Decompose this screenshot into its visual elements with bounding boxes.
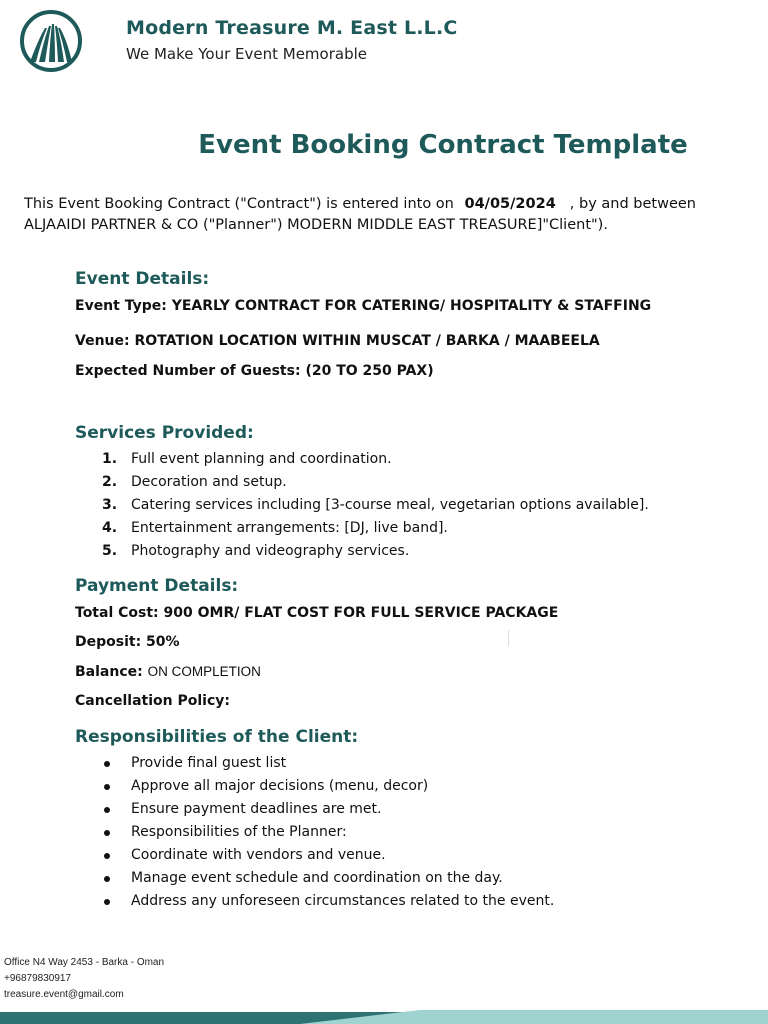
list-item bbox=[96, 752, 554, 775]
intro-line-1 bbox=[24, 194, 754, 215]
list-item-text: Approve all major decisions (menu, decor) bbox=[131, 778, 429, 794]
list-item-text: Responsibilities of the Planner: bbox=[131, 824, 347, 840]
list-item-text: Full event planning and coordination. bbox=[131, 451, 392, 467]
contract-date: 04/05/2024 bbox=[464, 196, 556, 212]
balance-label: Balance: bbox=[75, 664, 143, 680]
list-item-text: Address any unforeseen circumstances related to the event. bbox=[131, 893, 555, 909]
list-item bbox=[96, 448, 649, 471]
list-item-text: Entertainment arrangements: [DJ, live band]. bbox=[131, 520, 448, 536]
services-heading: Services Provided: bbox=[75, 423, 254, 443]
list-item bbox=[96, 540, 649, 563]
list-item bbox=[96, 867, 554, 890]
footer-address: Office N4 Way 2453 - Barka - Oman bbox=[4, 957, 165, 968]
balance-row bbox=[75, 664, 261, 680]
bullet-icon bbox=[104, 830, 110, 836]
list-item-text: Decoration and setup. bbox=[131, 474, 287, 490]
list-number: 1. bbox=[102, 451, 118, 467]
company-tagline: We Make Your Event Memorable bbox=[126, 45, 367, 63]
payment-heading: Payment Details: bbox=[75, 576, 239, 596]
list-item-text: Manage event schedule and coordination on the day. bbox=[131, 870, 503, 886]
total-cost: Total Cost: 900 OMR/ FLAT COST FOR FULL SERVICE PACKAGE bbox=[75, 605, 559, 621]
footer-email: treasure.event@gmail.com bbox=[4, 989, 124, 1000]
list-item-text: Ensure payment deadlines are met. bbox=[131, 801, 382, 817]
list-item bbox=[96, 494, 649, 517]
list-item-text: Provide final guest list bbox=[131, 755, 287, 771]
list-number: 5. bbox=[102, 543, 118, 559]
list-item-text: Catering services including [3-course meal, vegetarian options available]. bbox=[131, 497, 649, 513]
contract-intro bbox=[24, 194, 754, 236]
services-list bbox=[96, 448, 649, 563]
document-title: Event Booking Contract Template bbox=[198, 130, 688, 160]
intro-text-1: This Event Booking Contract ("Contract") is entered into on bbox=[24, 196, 454, 212]
bullet-icon bbox=[104, 784, 110, 790]
deposit: Deposit: 50% bbox=[75, 634, 180, 650]
divider bbox=[508, 630, 509, 646]
list-number: 3. bbox=[102, 497, 118, 513]
list-item bbox=[96, 775, 554, 798]
list-item-text: Coordinate with vendors and venue. bbox=[131, 847, 386, 863]
list-number: 4. bbox=[102, 520, 118, 536]
event-type-row bbox=[75, 298, 651, 314]
responsibilities-list bbox=[96, 752, 554, 913]
list-item bbox=[96, 471, 649, 494]
bullet-icon bbox=[104, 761, 110, 767]
footer-phone: +96879830917 bbox=[4, 973, 72, 984]
bullet-icon bbox=[104, 899, 110, 905]
venue-value: ROTATION LOCATION WITHIN MUSCAT / BARKA / MAABEELA bbox=[134, 333, 600, 349]
responsibilities-heading: Responsibilities of the Client: bbox=[75, 727, 359, 747]
bullet-icon bbox=[104, 876, 110, 882]
event-type-value: YEARLY CONTRACT FOR CATERING/ HOSPITALITY & STAFFING bbox=[171, 298, 652, 314]
list-item bbox=[96, 798, 554, 821]
list-item bbox=[96, 890, 554, 913]
footer-decoration-bar bbox=[0, 1008, 768, 1024]
list-item bbox=[96, 844, 554, 867]
company-logo bbox=[14, 10, 88, 72]
bullet-icon bbox=[104, 853, 110, 859]
list-number: 2. bbox=[102, 474, 118, 490]
list-item-text: Photography and videography services. bbox=[131, 543, 410, 559]
intro-text-2: , by and between bbox=[569, 196, 696, 212]
list-item bbox=[96, 821, 554, 844]
company-name: Modern Treasure M. East L.L.C bbox=[126, 17, 458, 39]
guests-label: Expected Number of Guests: bbox=[75, 363, 301, 379]
cancellation-label: Cancellation Policy: bbox=[75, 693, 230, 709]
event-type-label: Event Type: bbox=[75, 298, 167, 314]
guests-value: (20 TO 250 PAX) bbox=[305, 363, 434, 379]
intro-line-2: ALJAAIDI PARTNER & CO ￼("Planner") MODERN MIDDLE EAST TREASURE]￼"Client"). bbox=[24, 217, 608, 233]
event-details-heading: Event Details: bbox=[75, 269, 210, 289]
list-item bbox=[96, 517, 649, 540]
venue-row bbox=[75, 333, 600, 349]
balance-value: ON COMPLETION bbox=[147, 664, 261, 679]
cancellation-row bbox=[75, 693, 230, 709]
guests-row bbox=[75, 363, 434, 379]
bullet-icon bbox=[104, 807, 110, 813]
venue-label: Venue: bbox=[75, 333, 130, 349]
